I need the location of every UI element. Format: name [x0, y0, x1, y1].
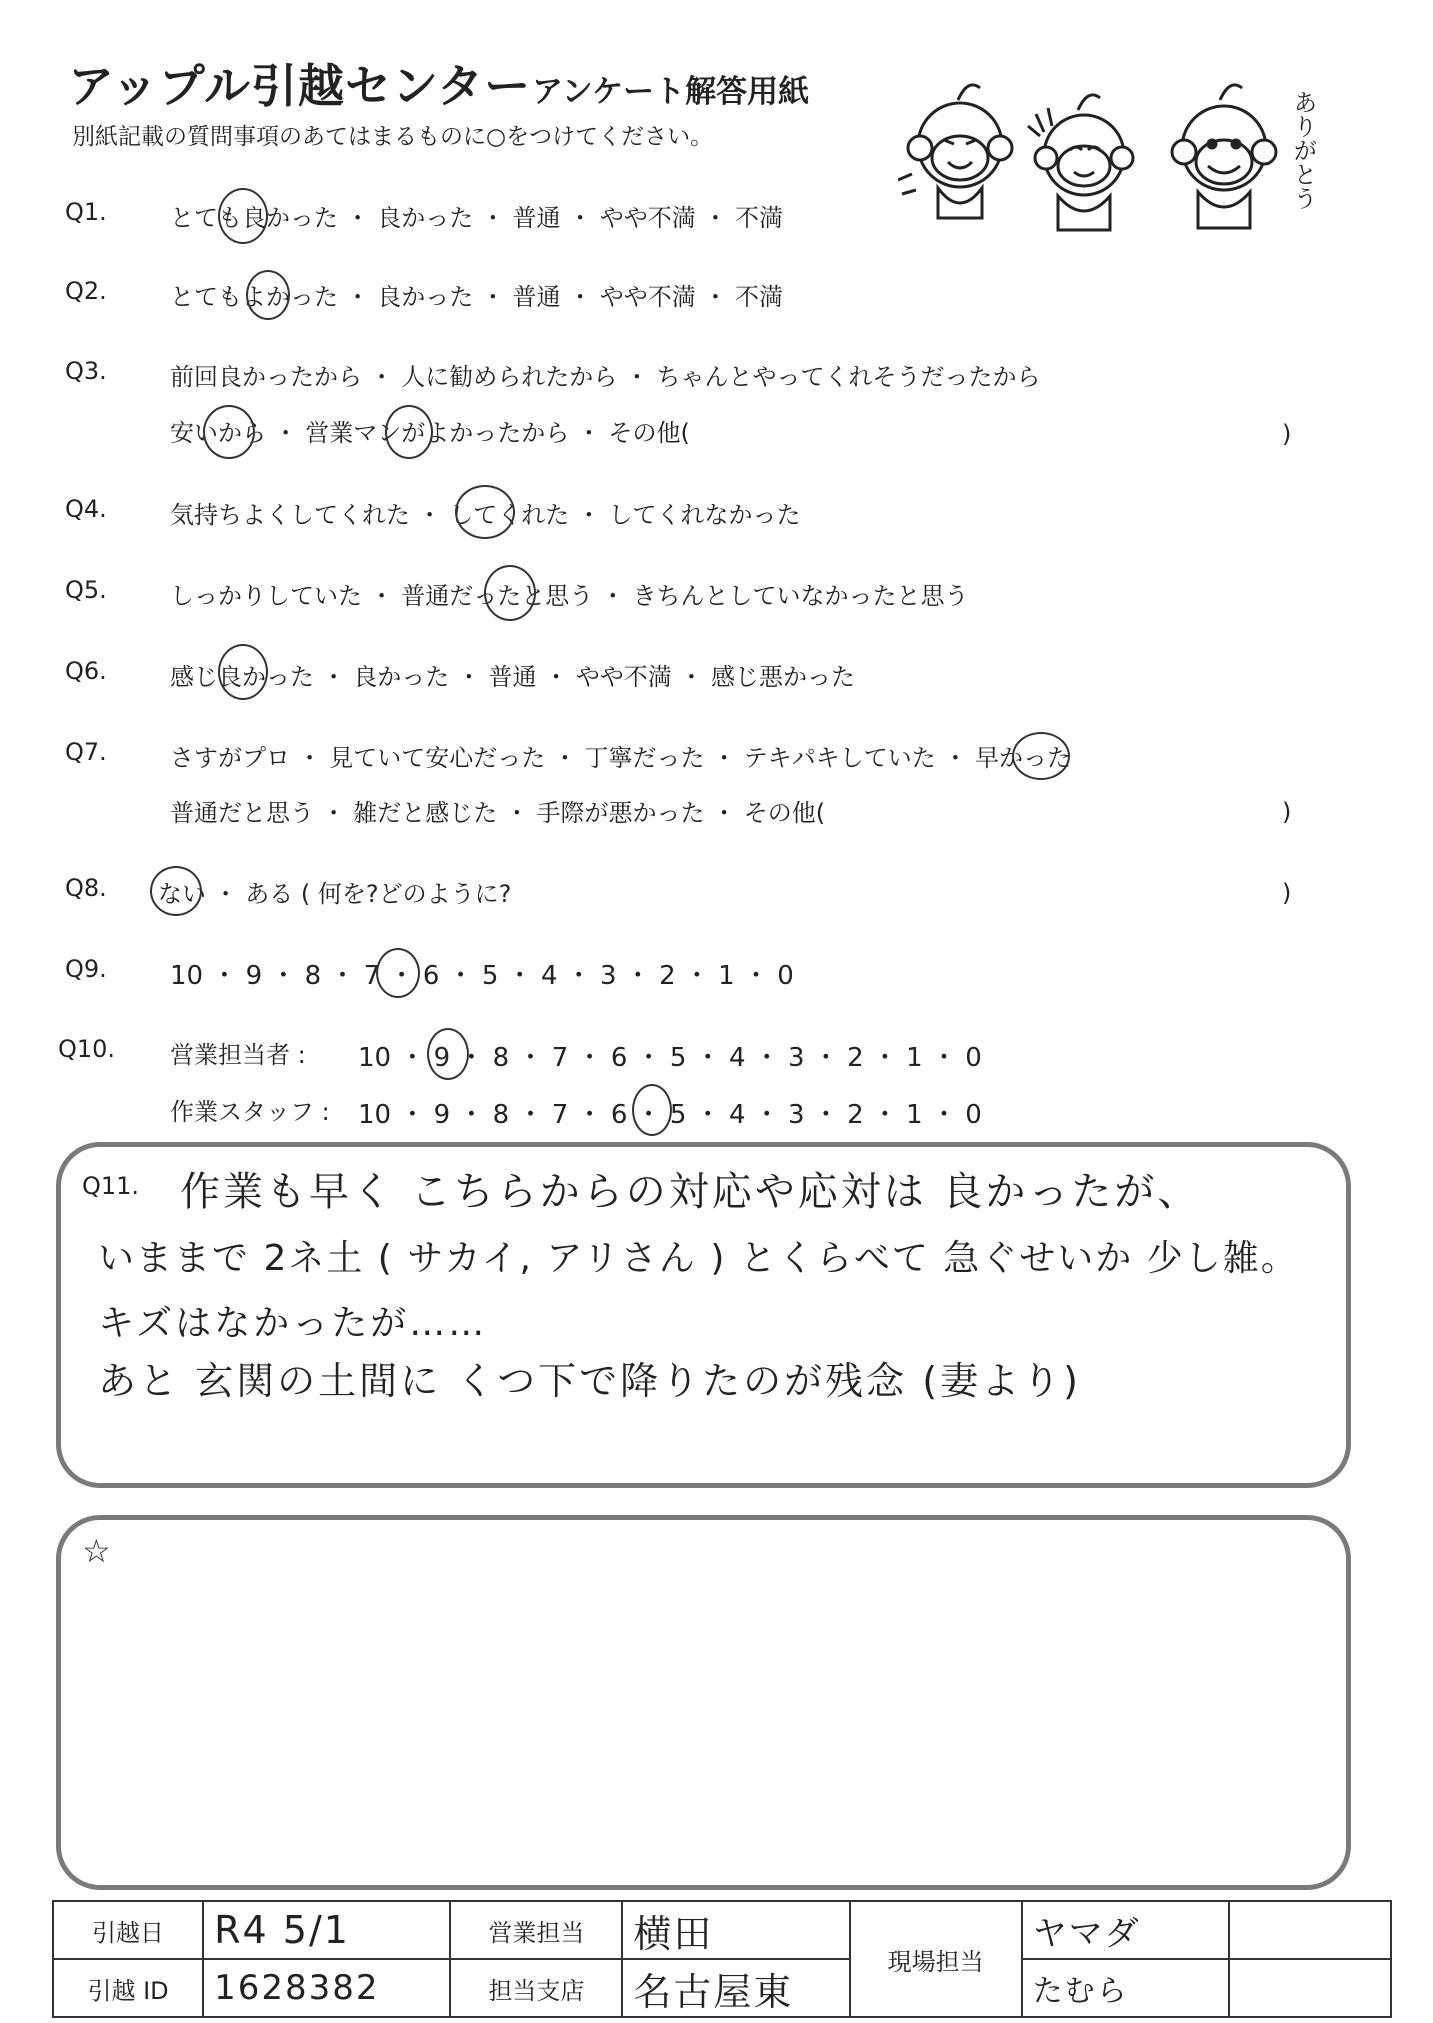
q8-label: Q8.	[65, 874, 107, 902]
monkey-icon	[898, 85, 1012, 218]
q4-answer-mark	[455, 485, 515, 539]
q6-answer-mark	[218, 644, 268, 700]
q2-answer-mark	[246, 270, 290, 320]
q7-options-line2: 普通だと思う ・ 雑だと感じた ・ 手際が悪かった ・ その他(	[170, 799, 826, 827]
move-id-label: 引越 ID	[53, 1959, 203, 2017]
q11-line-4: あと 玄関の土間に くつ下で降りたのが残念 (妻より)	[98, 1359, 1081, 1403]
q11-line-1: 作業も早く こちらからの対応や応対は 良かったが、	[180, 1169, 1201, 1215]
q4-label: Q4.	[65, 495, 107, 523]
q3-answer-mark-1	[203, 405, 255, 459]
q3-close-paren: )	[1282, 420, 1292, 448]
site-rep-value-1: ヤマダ	[1022, 1901, 1229, 1959]
q11-line-3: キズはなかったが……	[98, 1303, 488, 1344]
move-id-value: 1628382	[203, 1959, 450, 2017]
q1-answer-mark	[218, 188, 268, 244]
q7-close-paren: )	[1282, 798, 1292, 826]
branch-label: 担当支店	[450, 1959, 622, 2017]
q11-line-2: いままで 2ネ土 ( サカイ, アリさん ) とくらべて 急ぐせいか 少し雑。	[98, 1238, 1299, 1279]
footer-empty-cell-1	[1229, 1901, 1391, 1959]
move-date-label: 引越日	[53, 1901, 203, 1959]
instruction-text: 別紙記載の質問事項のあてはまるものに○をつけてください。	[72, 124, 714, 150]
q11-label: Q11.	[82, 1172, 140, 1200]
q5-answer-mark	[484, 565, 536, 621]
site-rep-label: 現場担当	[850, 1901, 1022, 2017]
star-icon: ☆	[82, 1532, 111, 1570]
q3-options-line1: 前回良かったから ・ 人に勧められたから ・ ちゃんとやってくれそうだったから	[170, 363, 1041, 391]
q10-staff-label: 作業スタッフ :	[170, 1098, 330, 1126]
q10-label: Q10.	[58, 1035, 116, 1063]
free-comment-box	[56, 1515, 1351, 1890]
q1-options: とても良かった ・ 良かった ・ 普通 ・ やや不満 ・ 不満	[170, 204, 784, 232]
q1-label: Q1.	[65, 198, 107, 226]
q5-label: Q5.	[65, 576, 107, 604]
form-subtitle: アンケート解答用紙	[532, 74, 810, 110]
sales-rep-value: 横田	[622, 1901, 849, 1959]
q3-label: Q3.	[65, 357, 107, 385]
q8-answer-mark	[150, 866, 202, 916]
q2-options: とてもよかった ・ 良かった ・ 普通 ・ やや不満 ・ 不満	[170, 283, 784, 311]
q4-options: 気持ちよくしてくれた ・ してくれた ・ してくれなかった	[170, 501, 801, 529]
q7-options-line1: さすがプロ ・ 見ていて安心だった ・ 丁寧だった ・ テキパキしていた ・ 早かった	[170, 744, 1072, 772]
footer-info-table	[52, 1900, 1392, 2018]
sales-rep-label: 営業担当	[450, 1901, 622, 1959]
q8-options: ない ・ ある ( 何を?どのように?	[158, 880, 512, 908]
q3-answer-mark-2	[385, 405, 433, 459]
q8-close-paren: )	[1282, 879, 1292, 907]
footer-empty-cell-2	[1229, 1959, 1391, 2017]
q9-label: Q9.	[65, 955, 107, 983]
q10-sales-options: 10 ・ 9 ・ 8 ・ 7 ・ 6 ・ 5 ・ 4 ・ 3 ・ 2 ・ 1 ・ 0	[358, 1043, 982, 1073]
q6-options: 感じ良かった ・ 良かった ・ 普通 ・ やや不満 ・ 感じ悪かった	[170, 663, 856, 691]
q7-answer-mark	[1012, 732, 1070, 780]
mascot-caption: ありがとう	[1289, 90, 1317, 210]
q5-options: しっかりしていた ・ 普通だったと思う ・ きちんとしていなかったと思う	[170, 582, 969, 610]
q10-sales-answer-mark	[427, 1028, 469, 1080]
q6-label: Q6.	[65, 657, 107, 685]
q10-staff-options: 10 ・ 9 ・ 8 ・ 7 ・ 6 ・ 5 ・ 4 ・ 3 ・ 2 ・ 1 ・ 0	[358, 1100, 982, 1130]
q7-label: Q7.	[65, 738, 107, 766]
company-title: アップル引越センター	[68, 59, 532, 113]
site-rep-value-2: たむら	[1022, 1959, 1229, 2017]
mascot-illustration	[898, 70, 1348, 245]
q9-answer-mark	[376, 948, 420, 998]
branch-value: 名古屋東	[622, 1959, 849, 2017]
q10-staff-answer-mark	[632, 1084, 672, 1136]
move-date-value: R4 5/1	[203, 1901, 450, 1959]
q9-options: 10 ・ 9 ・ 8 ・ 7 ・ 6 ・ 5 ・ 4 ・ 3 ・ 2 ・ 1 ・ 0	[170, 961, 794, 991]
q10-sales-label: 営業担当者 :	[170, 1041, 306, 1069]
q3-options-line2: 安いから ・ 営業マンがよかったから ・ その他(	[170, 419, 690, 447]
q2-label: Q2.	[65, 277, 107, 305]
